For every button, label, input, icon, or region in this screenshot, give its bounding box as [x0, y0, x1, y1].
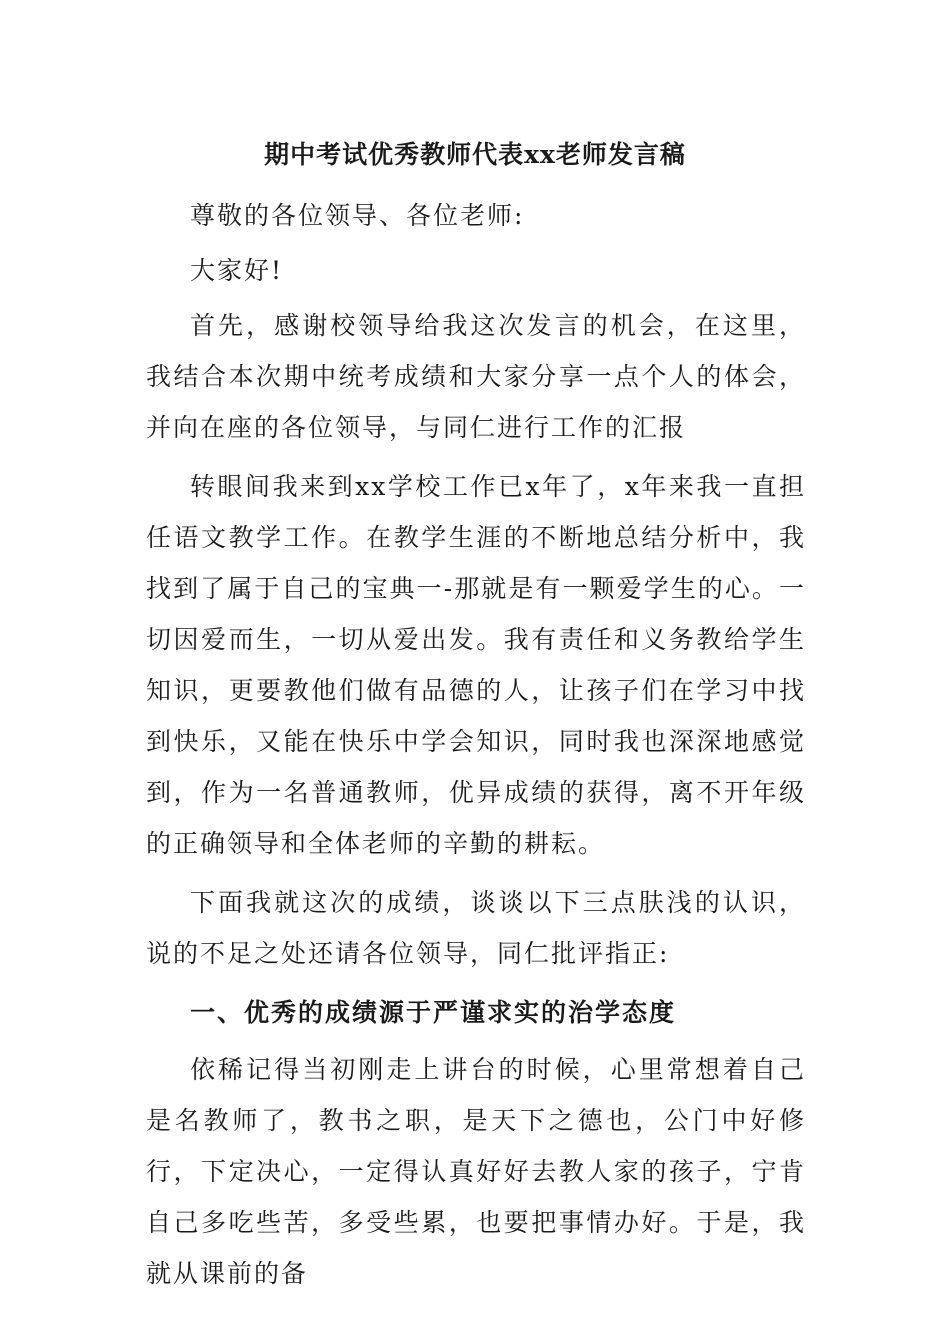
paragraph-intro: 首先，感谢校领导给我这次发言的机会，在这里，我结合本次期中统考成绩和大家分享一点个人的体会，并向在座的各位领导，与同仁进行工作的汇报 [146, 311, 806, 442]
salutation-line: 大家好! [190, 256, 284, 285]
paragraph-experience: 转眼间我来到xx学校工作已x年了，x年来我一直担任语文教学工作。在教学生涯的不断地总结分析中，我找到了属于自己的宝典一-那就是有一颗爱学生的心。一切因爱而生，一切从爱出发。我有责任和义务教给学生知识，更要教他们做有品德的人，让孩子们在学习中找到快乐，又能在快乐中学会知识，同时我也深深地感觉到，作为一名普通教师，优异成绩的获得，离不开年级的正确领导和全体老师的辛勤的耕耘。 [146, 472, 806, 858]
document-title: 期中考试优秀教师代表xx老师发言稿 [264, 140, 686, 169]
section-paragraph: 依稀记得当初刚走上讲台的时候，心里常想着自己是名教师了，教书之职，是天下之德也，公门中好修行，下定决心，一定得认真好好去教人家的孩子，宁肯自己多吃些苦，多受些累，也要把事情办好。于是，我就从课前的备 [146, 1055, 806, 1288]
paragraph-transition: 下面我就这次的成绩，谈谈以下三点肤浅的认识，说的不足之处还请各位领导，同仁批评指正: [146, 888, 806, 968]
greeting-line: 尊敬的各位领导、各位老师: [190, 201, 525, 230]
section-heading: 一、优秀的成绩源于严谨求实的治学态度 [190, 998, 677, 1027]
document-body [146, 190, 806, 1303]
